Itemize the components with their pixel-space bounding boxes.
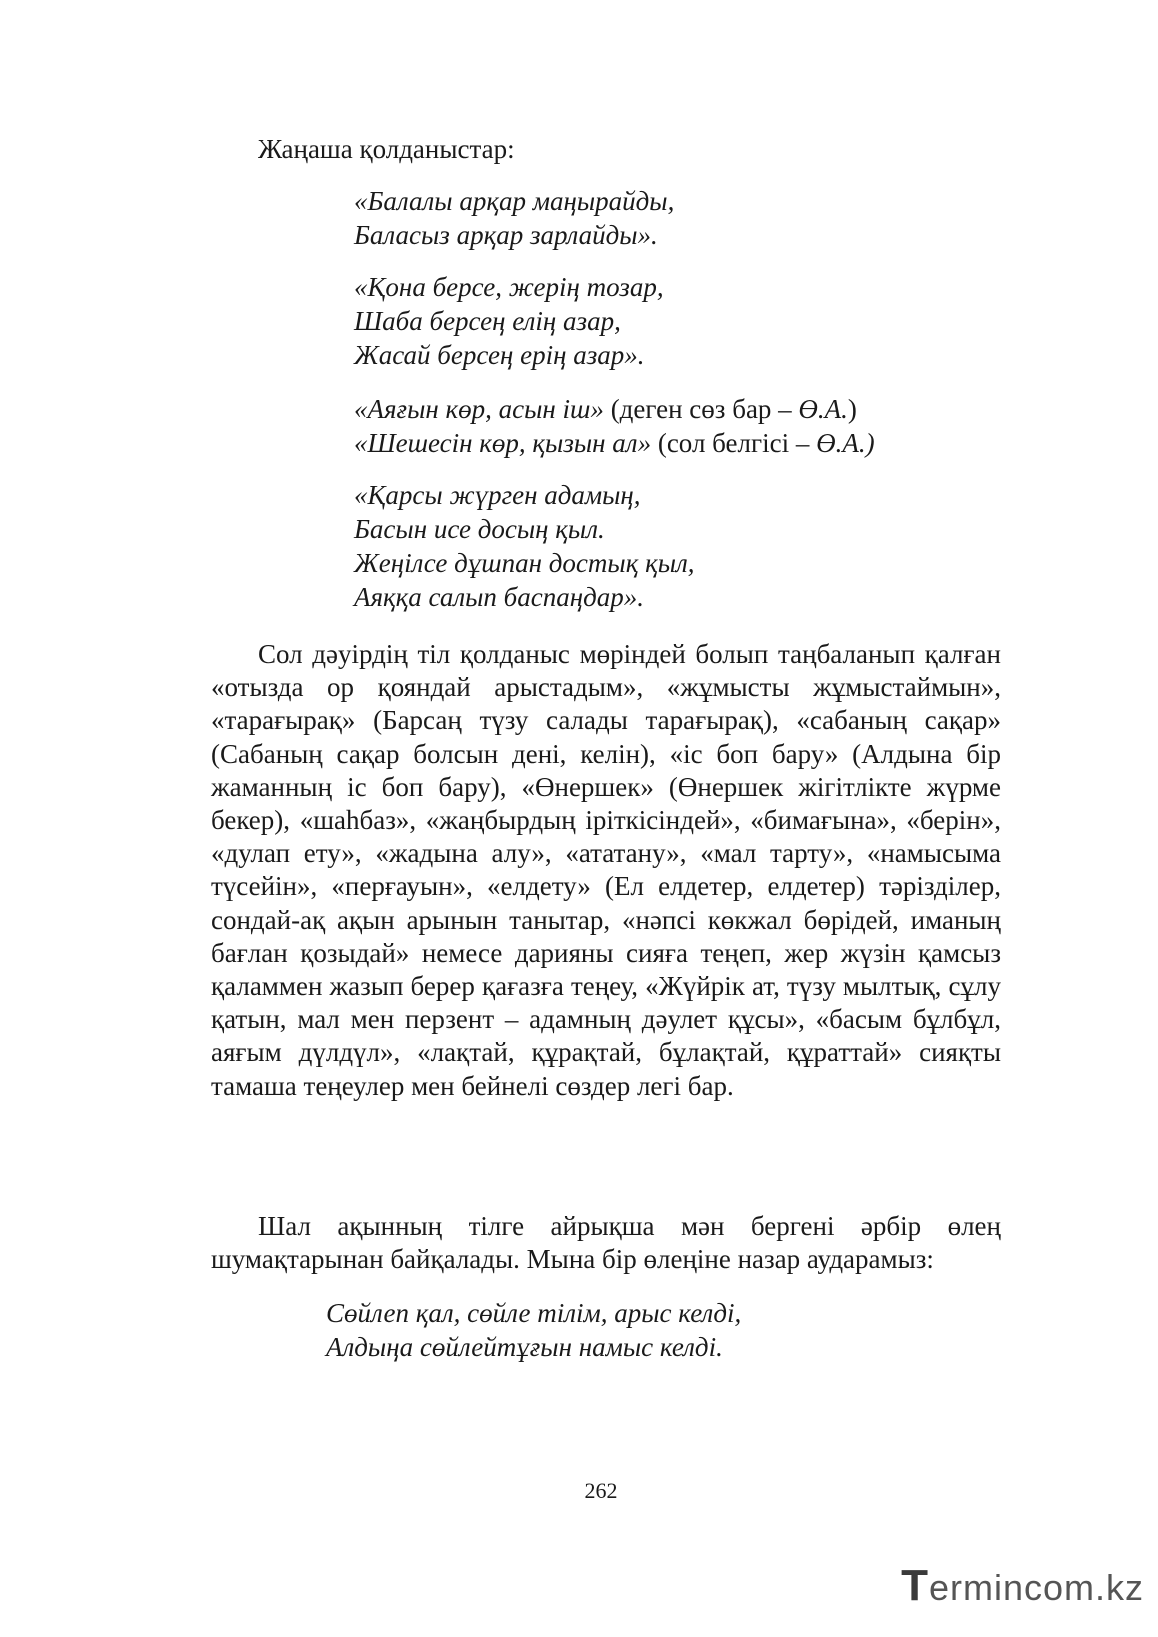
poem-line: Алдыңа сөйлейтұғын намыс келді. bbox=[326, 1332, 723, 1362]
proverb-block bbox=[354, 392, 875, 460]
poem-line: «Қона берсе, жерің тозар, bbox=[354, 272, 664, 302]
poem-line: Баласыз арқар зарлайды». bbox=[354, 220, 658, 250]
poem-line: Басын исе досың қыл. bbox=[354, 514, 605, 544]
proverb-quote: «Аяғын көр, асын іш» bbox=[354, 394, 604, 424]
body-paragraph-1 bbox=[211, 638, 1001, 1103]
watermark-initial: T bbox=[901, 1561, 929, 1610]
poem-line: Жеңілсе дұшпан достық қыл, bbox=[354, 548, 695, 578]
poem-stanza-1 bbox=[354, 184, 674, 252]
poem-stanza-2 bbox=[354, 270, 664, 372]
site-watermark-logo bbox=[901, 1561, 1144, 1611]
poem-stanza-4 bbox=[354, 478, 695, 614]
poem-line: «Қарсы жүрген адамың, bbox=[354, 480, 641, 510]
paragraph-text: Сол дәуірдің тіл қолданыс мөріндей болып таңбаланып қалған «отызда ор қояндай арыстадым», «жұмысты жұмыстаймын», «тарағырақ» (Барсаң түзу салады тарағырақ), «сабаның сақар» (Сабаның сақар болсын дені, келін), «іс боп бару» (Алдына бір жаманның іс боп бару), «Өнершек» (Өнершек жігітлікте жүрме бекер), «шаһбаз», «жаңбырдың іріткісіндей», «бимағына», «берін», «дулап ету», «жадына алу», «ататану», «мал тарту», «намысыма түсейін», «перғауын», «елдету» (Ел елдетер, елдетер) тәрізділер, сондай-ақ ақын арынын танытар, «нәпсі көкжал бөрідей, иманың бағлан қозыдай» немесе дарияны сияға теңеп, жер жүзін қамсыз қаламмен жазып берер қағазға теңеу, «Жүйрік ат, түзу мылтық, сұлу қатын, мал мен перзент – адамның дәулет құсы», «басым бұлбұл, аяғым дүлдүл», «лақтай, құрақтай, бұлақтай, құраттай» сияқты тамаша теңеулер мен бейнелі сөздер легі бар. bbox=[211, 639, 1001, 1101]
author-initials: Ө.А.) bbox=[816, 428, 875, 458]
proverb-line bbox=[354, 426, 875, 460]
proverb-note: (деген сөз бар – bbox=[603, 394, 799, 424]
proverb-quote: «Шешесін көр, қызын ал» bbox=[354, 428, 652, 458]
body-paragraph-2 bbox=[211, 1210, 1001, 1276]
paragraph-text: Шал ақынның тілге айрықша мән бергені әрбір өлең шумақтарынан байқалады. Мына бір өлеңіне назар аударамыз: bbox=[211, 1211, 1001, 1275]
poem-line: Шаба берсең елің азар, bbox=[354, 306, 621, 336]
watermark-text: ermincom.kz bbox=[928, 1567, 1144, 1608]
page-number: 262 bbox=[584, 1478, 618, 1503]
proverb-line bbox=[354, 392, 875, 426]
poem-stanza-5 bbox=[326, 1296, 741, 1364]
poem-line: Жасай берсең ерің азар». bbox=[354, 340, 645, 370]
proverb-note: (сол белгісі – bbox=[651, 428, 817, 458]
section-heading: Жаңаша қолданыстар: bbox=[258, 134, 515, 164]
poem-line: Аяққа салып баспаңдар». bbox=[354, 582, 645, 612]
poem-line: «Балалы арқар маңырайды, bbox=[354, 186, 675, 216]
author-initials: Ө.А. bbox=[798, 394, 848, 424]
poem-line: Сөйлеп қал, сөйле тілім, арыс келді, bbox=[326, 1298, 742, 1328]
proverb-note-end: ) bbox=[847, 394, 857, 424]
